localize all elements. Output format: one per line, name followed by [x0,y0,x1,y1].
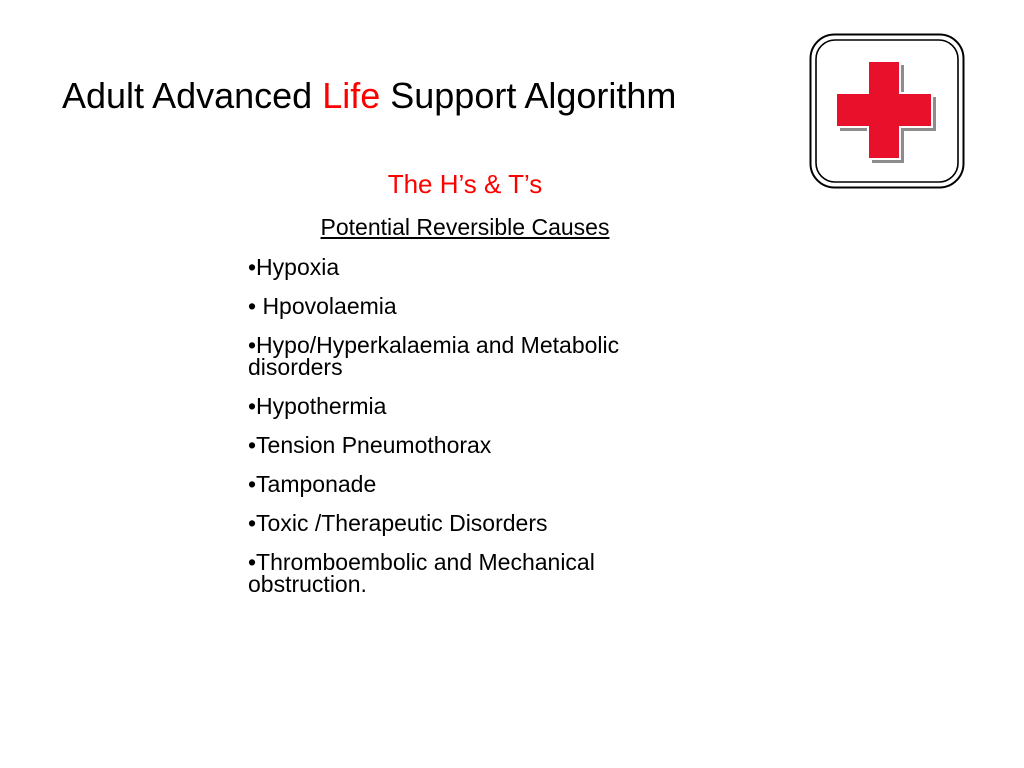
list-item: •Hypo/Hyperkalaemia and Metabolic disorders [248,332,620,380]
list-item: • Hpovolaemia [248,293,397,319]
list-item: •Hypothermia [248,393,387,419]
title-part2: Support Algorithm [380,75,677,116]
list-item: •Tension Pneumothorax [248,432,492,458]
slide-title [62,74,676,118]
section-subtitle: The H’s & T’s [387,169,543,199]
red-cross-icon [809,33,965,189]
list-item: •Tamponade [248,471,377,497]
title-part1: Adult Advanced [62,75,323,116]
section-subheading: Potential Reversible Causes [320,214,610,240]
list-item: •Thromboembolic and Mechanical obstruction. [248,549,595,597]
list-item: •Toxic /Therapeutic Disorders [248,510,548,536]
list-item: •Hypoxia [248,254,340,280]
causes-list [248,252,708,608]
title-accent: Life [322,75,381,116]
